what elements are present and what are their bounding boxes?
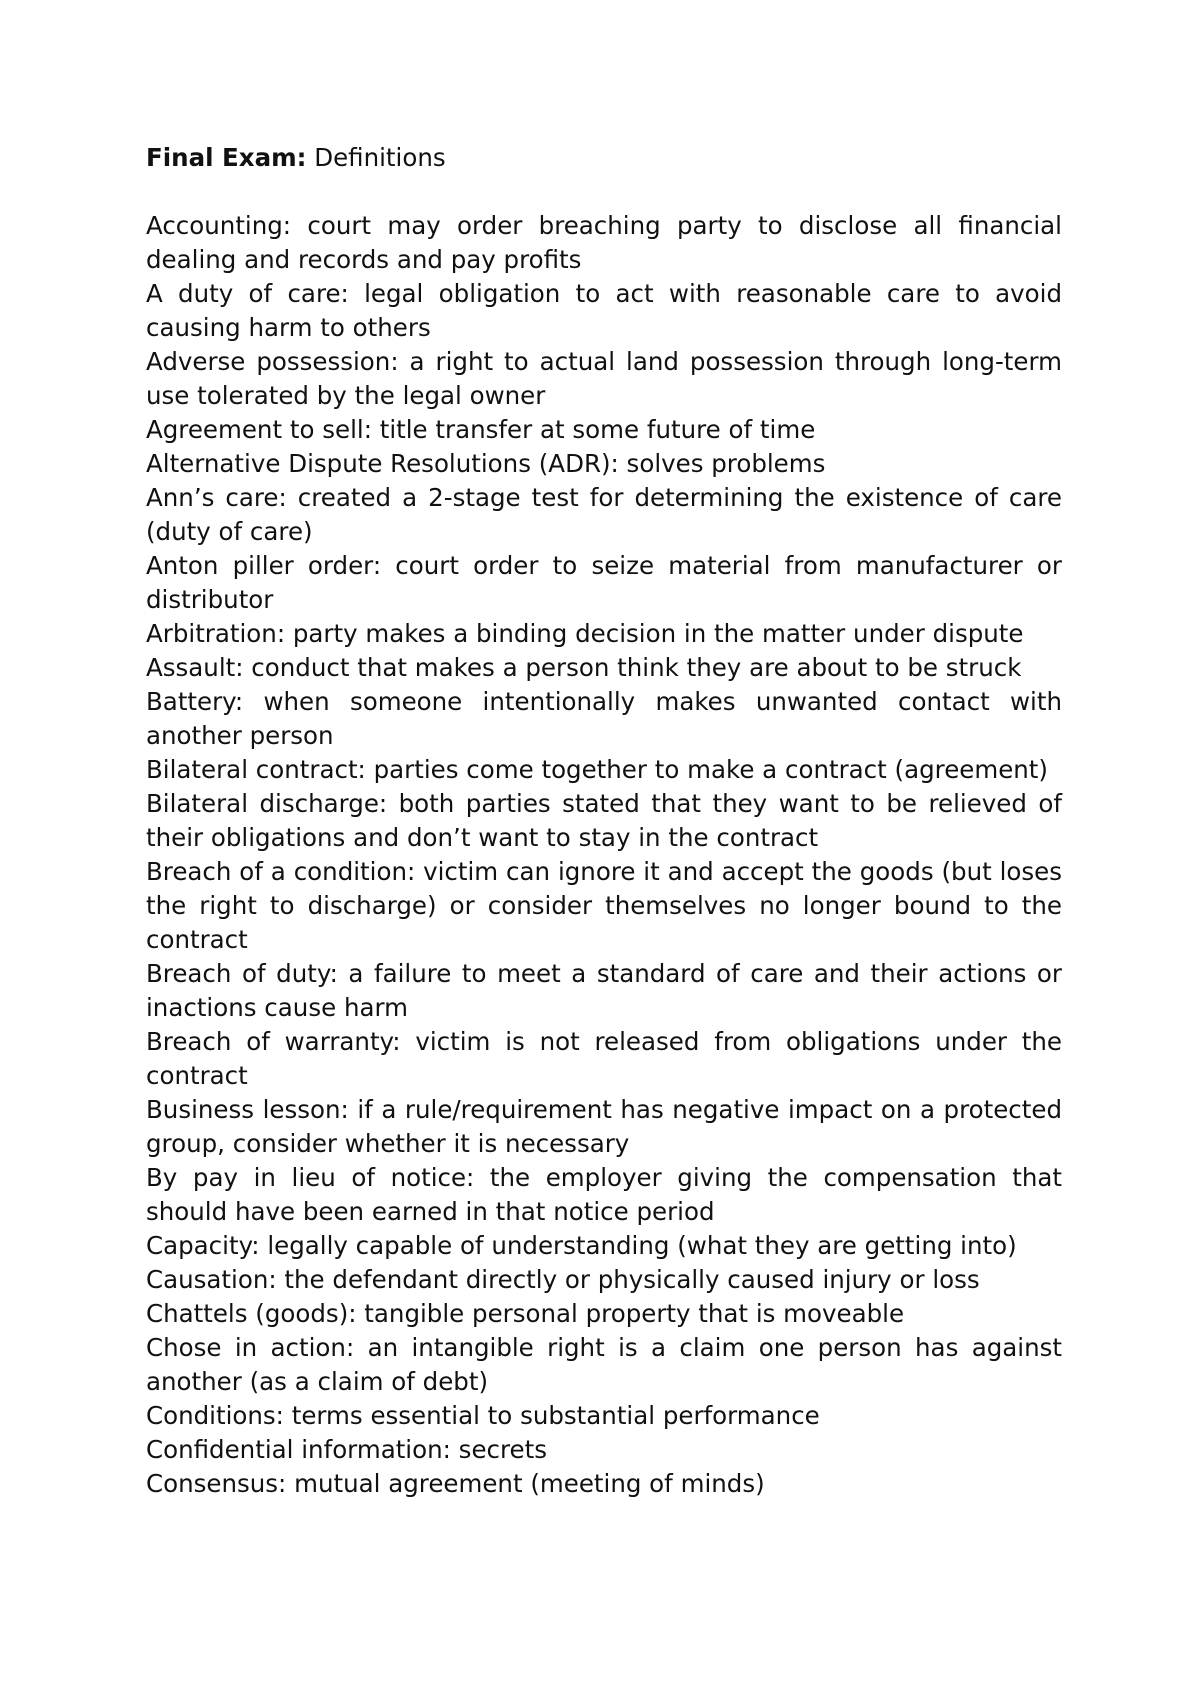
definition-entry: Conditions: terms essential to substantial performance — [146, 1401, 820, 1430]
title-rest-part: Definitions — [306, 143, 446, 172]
definition-entry: Agreement to sell: title transfer at some future of time — [146, 415, 816, 444]
definition-entry: Adverse possession: a right to actual land possession through long-term use tolerated by the legal owner — [146, 347, 1062, 410]
definition-entry: Bilateral discharge: both parties stated that they want to be relieved of their obligations and don’t want to stay in the contract — [146, 789, 1062, 852]
definition-entry: Breach of a condition: victim can ignore it and accept the goods (but loses the right to discharge) or consider themselves no longer bound to the contract — [146, 857, 1062, 954]
document-page — [146, 141, 1062, 1501]
definition-entry: A duty of care: legal obligation to act with reasonable care to avoid causing harm to others — [146, 279, 1062, 342]
definition-entry: Breach of duty: a failure to meet a standard of care and their actions or inactions cause harm — [146, 959, 1062, 1022]
definition-entry: Accounting: court may order breaching party to disclose all financial dealing and records and pay profits — [146, 211, 1062, 274]
document-title — [146, 141, 1062, 175]
definition-entry: Chose in action: an intangible right is a claim one person has against another (as a claim of debt) — [146, 1333, 1062, 1396]
definitions-list — [146, 209, 1062, 1501]
definition-entry: Consensus: mutual agreement (meeting of minds) — [146, 1469, 765, 1498]
definition-entry: Ann’s care: created a 2-stage test for determining the existence of care (duty of care) — [146, 483, 1062, 546]
definition-entry: Chattels (goods): tangible personal property that is moveable — [146, 1299, 905, 1328]
definition-entry: Confidential information: secrets — [146, 1435, 547, 1464]
definition-entry: Capacity: legally capable of understanding (what they are getting into) — [146, 1231, 1017, 1260]
definition-entry: Breach of warranty: victim is not released from obligations under the contract — [146, 1027, 1062, 1090]
definition-entry: By pay in lieu of notice: the employer giving the compensation that should have been earned in that notice period — [146, 1163, 1062, 1226]
definition-entry: Business lesson: if a rule/requirement has negative impact on a protected group, consider whether it is necessary — [146, 1095, 1062, 1158]
definition-entry: Bilateral contract: parties come together to make a contract (agreement) — [146, 755, 1048, 784]
title-bold-part: Final Exam: — [146, 143, 307, 172]
definition-entry: Alternative Dispute Resolutions (ADR): solves problems — [146, 449, 826, 478]
definition-entry: Causation: the defendant directly or physically caused injury or loss — [146, 1265, 980, 1294]
definition-entry: Anton piller order: court order to seize material from manufacturer or distributor — [146, 551, 1062, 614]
definition-entry: Battery: when someone intentionally makes unwanted contact with another person — [146, 687, 1062, 750]
definition-entry: Arbitration: party makes a binding decision in the matter under dispute — [146, 619, 1024, 648]
definition-entry: Assault: conduct that makes a person think they are about to be struck — [146, 653, 1022, 682]
